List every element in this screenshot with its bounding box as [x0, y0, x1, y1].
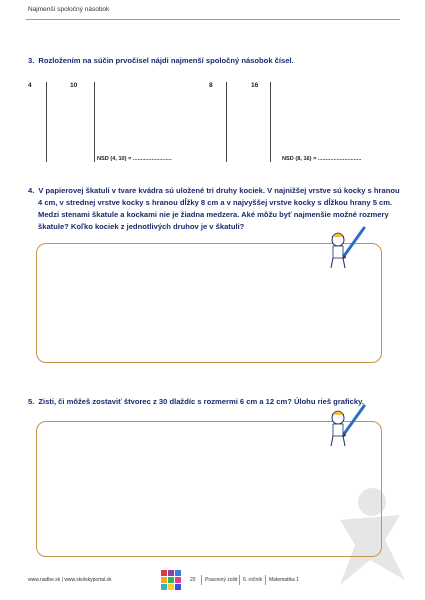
- footer-divider: [201, 575, 202, 585]
- task-4-line-3: Medzi stenami škatule a kockami nie je žiadna medzera. Aké môžu byť najmenšie možné rozmery: [38, 210, 389, 219]
- footer-divider: [265, 575, 266, 585]
- task-4-line-2: 4 cm, v strednej vrstve kocky s hranou dĺžky 8 cm a v najvyššej vrstve kocky s dĺžkou hrany 5 cm.: [38, 198, 393, 207]
- footer-grade: 6. ročník: [243, 577, 263, 583]
- footer-links: www.nadbe.sk | www.skolskyportal.sk: [28, 577, 112, 583]
- factor-number-10: 10: [70, 82, 78, 89]
- nsd-4-10-answer[interactable]: NSD (4, 10) = .........................: [97, 156, 172, 162]
- task-3: [28, 55, 294, 67]
- task-3-number: 3.: [28, 56, 35, 65]
- task-4-line-1: V papierovej škatuli v tvare kvádra sú uložené tri druhy kociek. V najnižšej vrstve sú kocky s hranou: [38, 186, 400, 195]
- factor-line: [270, 82, 271, 162]
- footer-divider: [239, 575, 240, 585]
- boy-with-pencil-icon: [324, 400, 370, 450]
- task-4-line-4: škatule? Koľko kociek z jednotlivých druhov je v škatuli?: [38, 222, 245, 231]
- factor-number-4: 4: [28, 82, 32, 89]
- task-5: [28, 396, 364, 408]
- task-3-text: Rozložením na súčin prvočísel nájdi najmenší spoločný násobok čísel.: [38, 56, 294, 65]
- footer-page-number: 20: [190, 577, 196, 583]
- footer-book: Pracovný zošit: [205, 577, 238, 583]
- factor-line: [46, 82, 47, 162]
- nsd-8-16-answer[interactable]: NSD (8, 16) = ............................: [282, 156, 362, 162]
- task-4-number: 4.: [28, 186, 35, 195]
- boy-with-pencil-icon: [324, 222, 370, 272]
- factor-line: [226, 82, 227, 162]
- factor-number-16: 16: [251, 82, 259, 89]
- task-5-number: 5.: [28, 397, 35, 406]
- factor-number-8: 8: [209, 82, 213, 89]
- color-squares-logo: [161, 570, 183, 590]
- running-header: Najmenší spoločný násobok: [28, 6, 110, 13]
- header-rule: [26, 19, 400, 20]
- factor-line: [94, 82, 95, 162]
- task-5-text: Zisti, či môžeš zostaviť štvorec z 30 dlaždíc s rozmermi 6 cm a 12 cm? Úlohu rieš graficky.: [38, 397, 364, 406]
- footer-subject: Matematika 1: [269, 577, 300, 583]
